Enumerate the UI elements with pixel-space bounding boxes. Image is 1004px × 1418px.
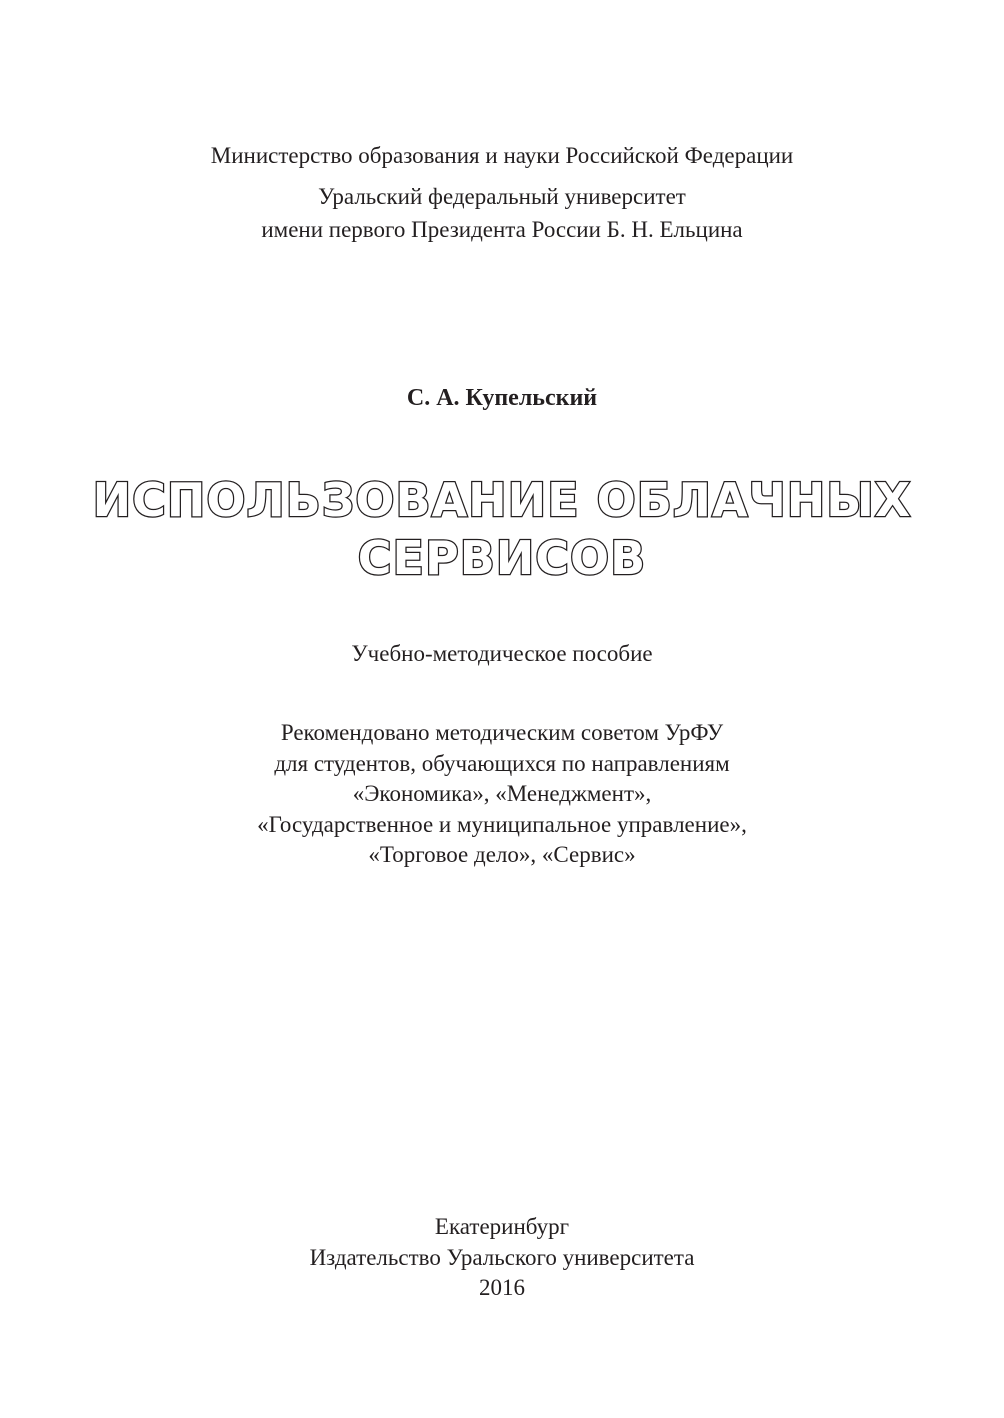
university-header <box>0 180 1004 246</box>
imprint-city: Екатеринбург <box>434 1214 570 1239</box>
imprint-block <box>0 1212 1004 1304</box>
university-name: Уральский федеральный университет <box>318 184 686 209</box>
book-title-line-1: ИСПОЛЬЗОВАНИЕ ОБЛАЧНЫХ <box>92 473 912 527</box>
ministry-header <box>0 139 1004 172</box>
imprint-publisher: Издательство Уральского университета <box>309 1244 695 1270</box>
book-title <box>0 471 1004 587</box>
author-name: С. А. Купельский <box>406 385 598 411</box>
author-block <box>0 381 1004 415</box>
book-title-line-2: СЕРВИСОВ <box>357 531 647 585</box>
recommendation-line: «Экономика», «Менеджмент», <box>352 781 652 806</box>
book-subtitle: Учебно-методическое пособие <box>351 641 653 666</box>
recommendation-line: Рекомендовано методическим советом УрФУ <box>280 720 724 745</box>
recommendation-line: для студентов, обучающихся по направлениям <box>274 750 730 776</box>
recommendation-line: «Государственное и муниципальное управление», <box>257 811 747 837</box>
recommendation-block <box>0 718 1004 871</box>
ministry-name: Министерство образования и науки Российской Федерации <box>210 143 794 168</box>
subtitle-block <box>0 637 1004 670</box>
recommendation-line: «Торговое дело», «Сервис» <box>368 842 636 867</box>
imprint-year: 2016 <box>479 1275 525 1300</box>
university-dedication: имени первого Президента России Б. Н. Ельцина <box>261 217 743 242</box>
